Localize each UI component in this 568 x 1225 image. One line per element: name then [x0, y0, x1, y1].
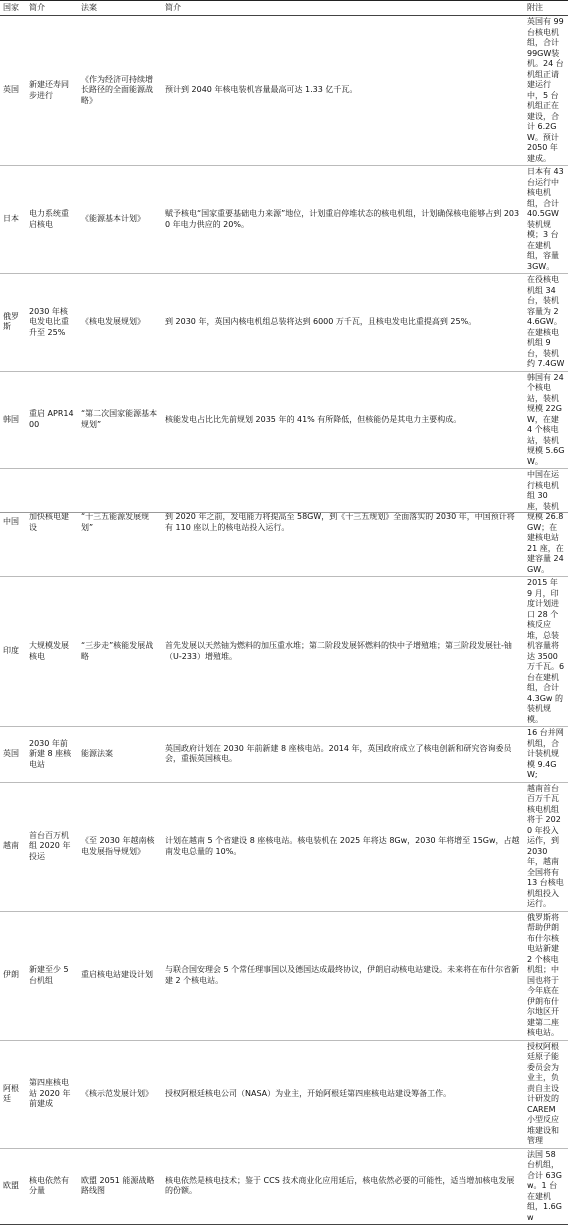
policy-cell: 欧盟 2051 能源战略路线图	[78, 1148, 162, 1225]
table-row	[0, 469, 568, 577]
country-cell: 俄罗斯	[0, 274, 26, 372]
header-blank	[338, 1, 524, 16]
summary-cell: 首台百万机组 2020 年投运	[26, 782, 78, 911]
country-cell: 欧盟	[0, 1148, 26, 1225]
note-cell: 中国在运行核电机组 30 座，装机规模 26.8GW；在建核电站 21 座，在建容量 24GW。	[524, 469, 568, 577]
table-row	[0, 16, 568, 166]
note-cell: 英国有 99 台核电机组，合计 99GW装机。24 台机组正请建运行中，5 台机组正在建设，合计 6.2GW。预计 2050 年建成。	[524, 16, 568, 166]
header-summary: 简介	[26, 1, 78, 16]
intro-cell: 赋予核电“国家重要基础电力来源”地位，计划重启停堆状态的核电机组，计划确保核电能够占到 2030 年电力供应的 20%。	[162, 166, 524, 274]
country-cell: 中国	[0, 469, 26, 577]
country-cell: 阿根廷	[0, 1040, 26, 1148]
header-intro: 简介	[162, 1, 338, 16]
intro-cell: 与联合国安理会 5 个常任理事国以及德国达成最终协议，伊朗启动核电站建设。未来将在布什尔省新建 2 个核电站。	[162, 911, 524, 1040]
policy-cell: 《至 2030 年越南核电发展指导规划》	[78, 782, 162, 911]
intro-cell: 授权阿根廷核电公司（NASA）为业主，开始阿根廷第四座核电站建设筹备工作。	[162, 1040, 524, 1148]
intro-cell: 首先发展以天然铀为燃料的加压重水堆；第二阶段发展钚燃料的快中子增殖堆；第三阶段发展钍-铀（U-233）增殖堆。	[162, 577, 524, 727]
summary-cell: 重启 APR1400	[26, 371, 78, 469]
table-row	[0, 727, 568, 783]
intro-cell: 到 2030 年，英国内核电机组总装将达到 6000 万千瓦，且核电发电比重提高到 25%。	[162, 274, 524, 372]
note-cell: 法国 58 台机组，合计 63Gw。1 台在建机组，1.6Gw	[524, 1148, 568, 1225]
table-row	[0, 577, 568, 727]
country-cell: 英国	[0, 727, 26, 783]
summary-cell: 2030 年前新建 8 座核电站	[26, 727, 78, 783]
table-row	[0, 782, 568, 911]
country-cell: 英国	[0, 16, 26, 166]
table-body	[0, 16, 568, 1225]
country-cell: 越南	[0, 782, 26, 911]
note-cell: 在役核电机组 34 台，装机容量为 24.6GW。在建核电机组 9 台，装机约 7.4GW	[524, 274, 568, 372]
intro-cell: 核能发电占比比先前规划 2035 年的 41% 有所降低，但核能仍是其电力主要构成。	[162, 371, 524, 469]
note-cell: 俄罗斯将帮助伊朗布什尔核电站新建 2 个核电机组；中国也将于今年底在伊朗布什尔地区开建第二座核电站。	[524, 911, 568, 1040]
table-footer-rule	[0, 512, 568, 517]
country-cell: 韩国	[0, 371, 26, 469]
intro-cell: 英国政府计划在 2030 年前新建 8 座核电站。2014 年，英国政府成立了核电创新和研究咨询委员会，重振英国核电。	[162, 727, 524, 783]
table-header-row	[0, 1, 568, 16]
country-cell: 日本	[0, 166, 26, 274]
header-note: 附注	[524, 1, 568, 16]
intro-cell: 核电依然是核电技术；鉴于 CCS 技术商业化应用延后，核电依然必要的可能性，适当增加核电发展的份额。	[162, 1148, 524, 1225]
table-row	[0, 371, 568, 469]
policy-cell: 《核示范发展计划》	[78, 1040, 162, 1148]
summary-cell: 2030 年核电发电比重升至 25%	[26, 274, 78, 372]
policy-cell: “十三五能源发展规划”	[78, 469, 162, 577]
table-row	[0, 274, 568, 372]
note-cell: 韩国有 24 个核电站，装机规模 22GW，在建 4 个核电站，装机规模 5.6GW。	[524, 371, 568, 469]
policy-cell: “三步走”核能发展战略	[78, 577, 162, 727]
policy-cell: 能源法案	[78, 727, 162, 783]
header-country: 国家	[0, 1, 26, 16]
header-policy: 法案	[78, 1, 162, 16]
summary-cell: 电力系统重启核电	[26, 166, 78, 274]
country-cell: 伊朗	[0, 911, 26, 1040]
table-row	[0, 911, 568, 1040]
summary-cell: 核电依然有分量	[26, 1148, 78, 1225]
note-cell: 日本有 43 台运行中核电机组，合计 40.5GW装机规模；3 台在建机组，容量 3GW。	[524, 166, 568, 274]
table-row	[0, 166, 568, 274]
policy-cell: “第二次国家能源基本规划”	[78, 371, 162, 469]
summary-cell: 大规模发展核电	[26, 577, 78, 727]
note-cell: 越南首台百万千瓦核电机组将于 2020 年投入运作，到 2030 年，越南全国将有 13 台核电机组投入运行。	[524, 782, 568, 911]
note-cell: 16 台并网机组，合计装机规模 9.4GW;	[524, 727, 568, 783]
summary-cell: 加快核电建设	[26, 469, 78, 577]
policy-cell: 重启核电站建设计划	[78, 911, 162, 1040]
intro-cell: 预计到 2040 年核电装机容量最高可达 1.33 亿千瓦。	[162, 16, 524, 166]
note-cell: 2015 年 9 月，印度计划进口 28 个核反应堆，总装机容量将达 3500 万千瓦。6 台在建机组，合计 4.3Gw 的装机规模。	[524, 577, 568, 727]
summary-cell: 新建还寿同步进行	[26, 16, 78, 166]
table-row	[0, 1040, 568, 1148]
policy-cell: 《核电发展规划》	[78, 274, 162, 372]
intro-cell: 到 2020 年之前，发电能力将提高至 58GW，到《十三五规划》全面落实的 2030 年，中国预计将有 110 座以上的核电站投入运行。	[162, 469, 524, 577]
summary-cell: 第四座核电站 2020 年前建成	[26, 1040, 78, 1148]
policy-cell: 《作为经济可持续增长路径的全面能源战略》	[78, 16, 162, 166]
table-row	[0, 1148, 568, 1225]
country-cell: 印度	[0, 577, 26, 727]
note-cell: 授权阿根廷原子能委员会为业主，负责自主设计研发的 CAREM 小型反应堆建设和管理	[524, 1040, 568, 1148]
policy-cell: 《能源基本计划》	[78, 166, 162, 274]
intro-cell: 计划在越南 5 个省建设 8 座核电站。核电装机在 2025 年将达 8Gw，2030 年将增至 15Gw，占越南发电总量的 10%。	[162, 782, 524, 911]
summary-cell: 新建至少 5 台机组	[26, 911, 78, 1040]
